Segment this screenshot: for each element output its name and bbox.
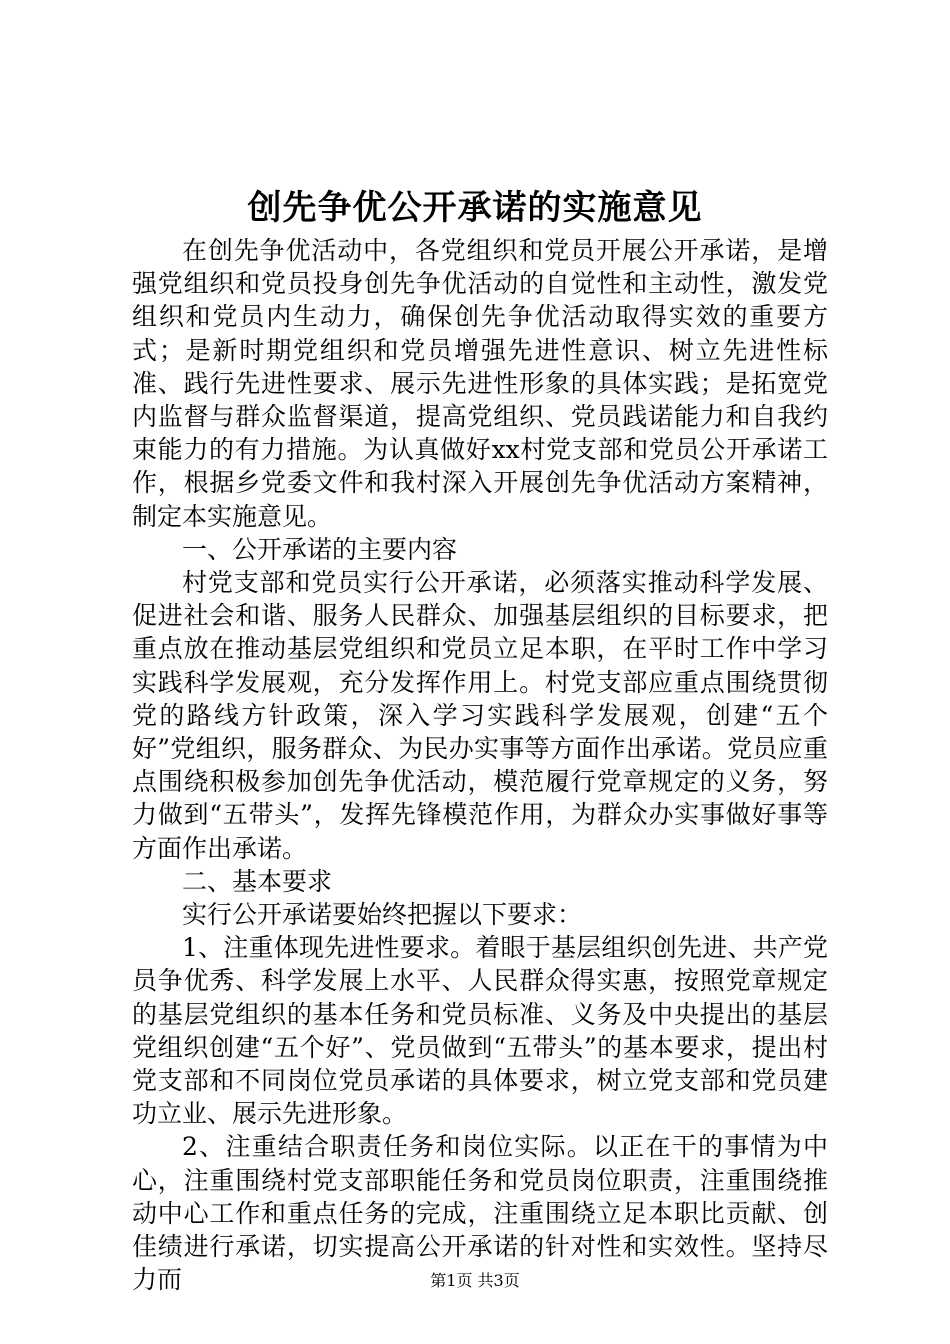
paragraph-requirements-lead: 实行公开承诺要始终把握以下要求： [182,900,583,930]
document-body [132,234,828,1297]
section-heading-main-content: 一、公开承诺的主要内容 [182,534,458,564]
document-title: 创先争优公开承诺的实施意见 [247,188,703,228]
paragraph-requirement-2: 2、注重结合职责任务和岗位实际。以正在干的事情为中心，注重围绕村党支部职能任务和党员岗位职责，注重围绕推动中心工作和重点任务的完成，注重围绕立足本职比贡献、创佳绩进行承诺，切实提高公开承诺的针对性和实效性。坚持尽力而 [132,1132,828,1295]
paragraph-main-content: 村党支部和党员实行公开承诺，必须落实推动科学发展、促进社会和谐、服务人民群众、加强基层组织的目标要求，把重点放在推动基层党组织和党员立足本职，在平时工作中学习实践科学发展观，充分发挥作用上。村党支部应重点围绕贯彻党的路线方针政策，深入学习实践科学发展观，创建“五个好”党组织，服务群众、为民办实事等方面作出承诺。党员应重点围绕积极参加创先争优活动，模范履行党章规定的义务，努力做到“五带头”，发挥先锋模范作用，为群众办实事做好事等方面作出承诺。 [132,568,828,863]
paragraph-intro: 在创先争优活动中，各党组织和党员开展公开承诺，是增强党组织和党员投身创先争优活动的自觉性和主动性，激发党组织和党员内生动力，确保创先争优活动取得实效的重要方式；是新时期党组织和党员增强先进性意识、树立先进性标准、践行先进性要求、展示先进性形象的具体实践；是拓宽党内监督与群众监督渠道，提高党组织、党员践诺能力和自我约束能力的有力措施。为认真做好xx村党支部和党员公开承诺工作，根据乡党委文件和我村深入开展创先争优活动方案精神，制定本实施意见。 [132,236,828,531]
page-number-footer: 第1页 共3页 [430,1271,520,1290]
section-heading-basic-requirements: 二、基本要求 [182,866,333,896]
paragraph-requirement-1: 1、注重体现先进性要求。着眼于基层组织创先进、共产党员争优秀、科学发展上水平、人民群众得实惠，按照党章规定的基层党组织的基本任务和党员标准、义务及中央提出的基层党组织创建“五个好”、党员做到“五带头”的基本要求，提出村党支部和不同岗位党员承诺的具体要求，树立党支部和党员建功立业、展示先进形象。 [132,933,828,1129]
